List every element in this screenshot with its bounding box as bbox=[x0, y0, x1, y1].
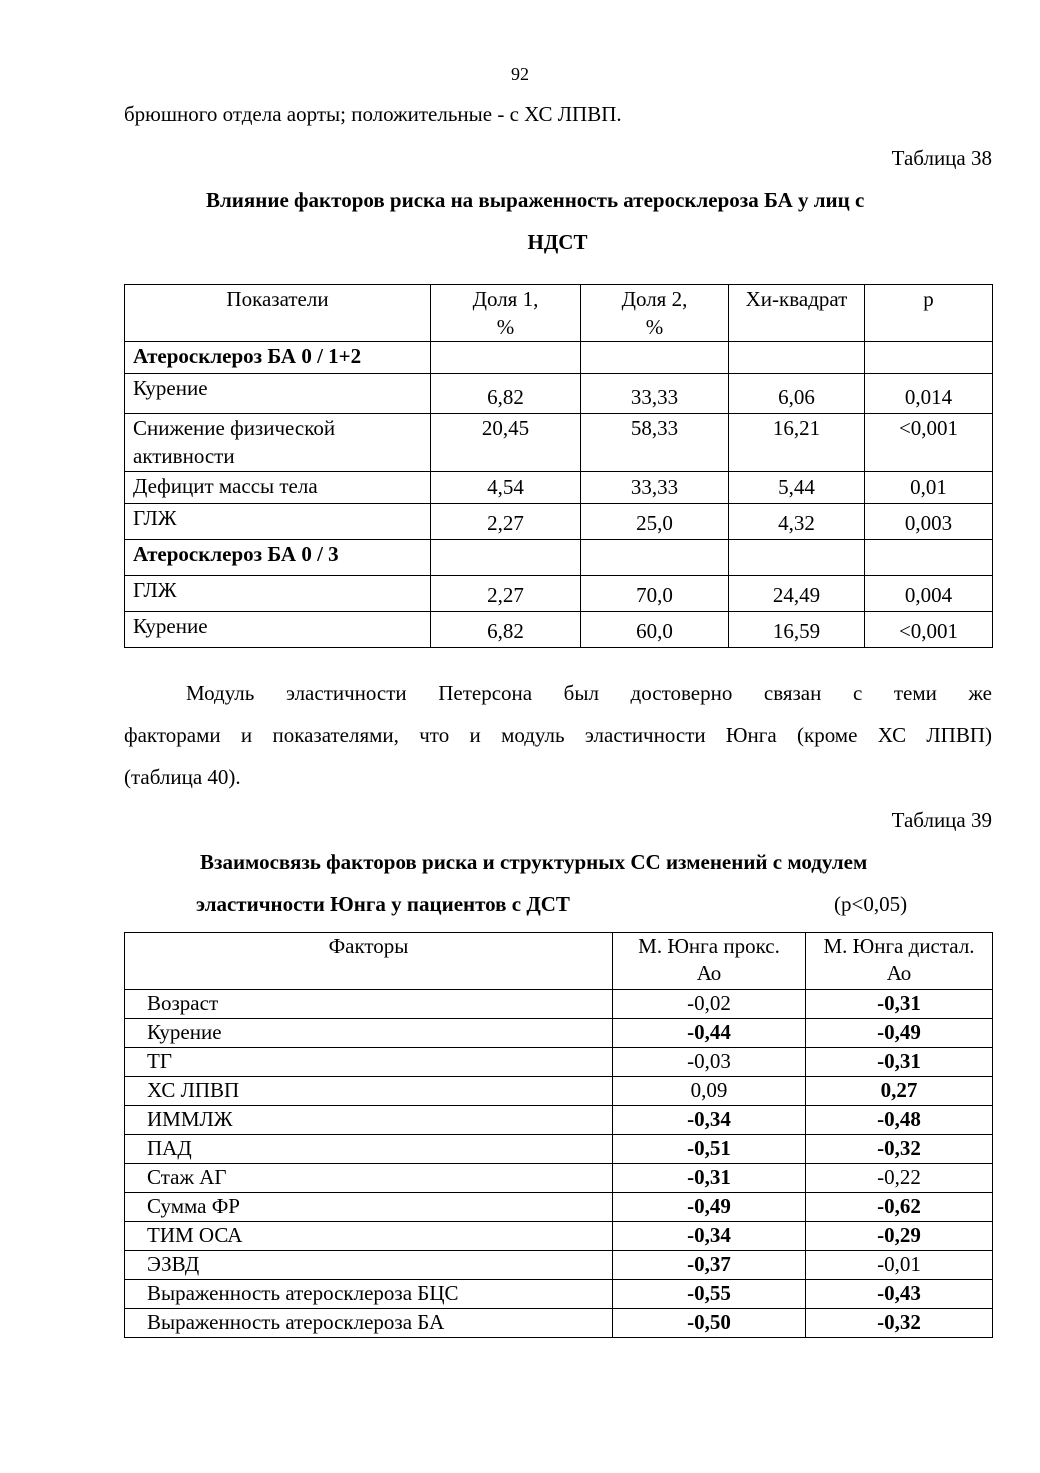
factor-name: Возраст bbox=[125, 990, 613, 1019]
table-row bbox=[125, 472, 993, 504]
table-row bbox=[125, 612, 993, 648]
cell-value: <0,001 bbox=[865, 612, 993, 648]
cell-value: 20,45 bbox=[431, 414, 581, 472]
table-header-cell: Показатели bbox=[125, 285, 431, 342]
cell-value: 60,0 bbox=[581, 612, 729, 648]
table-row bbox=[125, 1222, 993, 1251]
cell-value: <0,001 bbox=[865, 414, 993, 472]
body-text-line: брюшного отдела аорты; положительные - с ХС ЛПВП. bbox=[124, 102, 622, 126]
cell-value: 2,27 bbox=[431, 576, 581, 612]
cell-value: 4,54 bbox=[431, 472, 581, 504]
factor-name: Стаж АГ bbox=[125, 1164, 613, 1193]
table38-label: Таблица 38 bbox=[891, 146, 992, 170]
paragraph-line3: (таблица 40). bbox=[124, 765, 241, 789]
cell-value: 0,01 bbox=[865, 472, 993, 504]
prox-value: -0,34 bbox=[613, 1106, 806, 1135]
dist-value: -0,01 bbox=[806, 1251, 993, 1280]
table-header-row bbox=[125, 933, 993, 990]
table-header-cell: М. Юнга дистал. Ао bbox=[806, 933, 993, 990]
factor-name: Выраженность атеросклероза БЦС bbox=[125, 1280, 613, 1309]
prox-value: -0,44 bbox=[613, 1019, 806, 1048]
table-row bbox=[125, 1164, 993, 1193]
cell-value: 4,32 bbox=[729, 504, 865, 540]
table-section-row bbox=[125, 540, 993, 576]
table39-title-line2: эластичности Юнга у пациентов с ДСТ bbox=[196, 892, 570, 916]
table-row bbox=[125, 1193, 993, 1222]
cell-value: 16,21 bbox=[729, 414, 865, 472]
cell-value: 24,49 bbox=[729, 576, 865, 612]
table-row bbox=[125, 1280, 993, 1309]
factor-name: ИММЛЖ bbox=[125, 1106, 613, 1135]
cell-value: 6,82 bbox=[431, 374, 581, 414]
cell-value: 5,44 bbox=[729, 472, 865, 504]
prox-value: -0,50 bbox=[613, 1309, 806, 1338]
page-number: 92 bbox=[511, 64, 529, 84]
factor-name: Выраженность атеросклероза БА bbox=[125, 1309, 613, 1338]
cell-value: 33,33 bbox=[581, 472, 729, 504]
cell-value: 6,06 bbox=[729, 374, 865, 414]
dist-value: -0,31 bbox=[806, 990, 993, 1019]
table-row bbox=[125, 1048, 993, 1077]
factor-name: Курение bbox=[125, 1019, 613, 1048]
cell-value: 0,004 bbox=[865, 576, 993, 612]
dist-value: -0,22 bbox=[806, 1164, 993, 1193]
cell-value bbox=[431, 540, 581, 576]
table39-label: Таблица 39 bbox=[891, 808, 992, 832]
table-row bbox=[125, 1019, 993, 1048]
table-header-cell: Хи-квадрат bbox=[729, 285, 865, 342]
prox-value: -0,37 bbox=[613, 1251, 806, 1280]
prox-value: -0,31 bbox=[613, 1164, 806, 1193]
table-header-cell: р bbox=[865, 285, 993, 342]
cell-value bbox=[581, 342, 729, 374]
table38-title-line1: Влияние факторов риска на выраженность атеросклероза БА у лиц с bbox=[206, 188, 865, 212]
cell-value bbox=[865, 342, 993, 374]
prox-value: -0,34 bbox=[613, 1222, 806, 1251]
table-row bbox=[125, 414, 993, 472]
prox-value: -0,49 bbox=[613, 1193, 806, 1222]
cell-value bbox=[729, 540, 865, 576]
dist-value: -0,32 bbox=[806, 1135, 993, 1164]
prox-value: 0,09 bbox=[613, 1077, 806, 1106]
cell-value: 25,0 bbox=[581, 504, 729, 540]
table-row bbox=[125, 1251, 993, 1280]
row-label: ГЛЖ bbox=[125, 576, 431, 612]
table-header-cell: Факторы bbox=[125, 933, 613, 990]
paragraph-text1: Модуль эластичности Петерсона был достоверно связан с теми же bbox=[186, 681, 992, 705]
table39 bbox=[124, 932, 993, 1338]
table-row bbox=[125, 576, 993, 612]
table-row bbox=[125, 1309, 993, 1338]
cell-value: 6,82 bbox=[431, 612, 581, 648]
table-row bbox=[125, 374, 993, 414]
row-label: ГЛЖ bbox=[125, 504, 431, 540]
paragraph-line2: факторами и показателями, что и модуль эластичности Юнга (кроме ХС ЛПВП) bbox=[124, 723, 992, 747]
row-label: Курение bbox=[125, 612, 431, 648]
dist-value: 0,27 bbox=[806, 1077, 993, 1106]
row-label: Атеросклероз БА 0 / 1+2 bbox=[125, 342, 431, 374]
table-row bbox=[125, 990, 993, 1019]
cell-value bbox=[431, 342, 581, 374]
table-header-cell: М. Юнга прокс. Ао bbox=[613, 933, 806, 990]
factor-name: ТИМ ОСА bbox=[125, 1222, 613, 1251]
dist-value: -0,29 bbox=[806, 1222, 993, 1251]
table39-title-line1: Взаимосвязь факторов риска и структурных СС изменений с модулем bbox=[200, 850, 868, 874]
cell-value bbox=[581, 540, 729, 576]
cell-value: 33,33 bbox=[581, 374, 729, 414]
cell-value bbox=[865, 540, 993, 576]
dist-value: -0,62 bbox=[806, 1193, 993, 1222]
cell-value: 16,59 bbox=[729, 612, 865, 648]
row-label: Дефицит массы тела bbox=[125, 472, 431, 504]
cell-value bbox=[729, 342, 865, 374]
row-label: Снижение физической активности bbox=[125, 414, 431, 472]
table-header-cell: Доля 1, % bbox=[431, 285, 581, 342]
dist-value: -0,49 bbox=[806, 1019, 993, 1048]
cell-value: 70,0 bbox=[581, 576, 729, 612]
table39-title-note: (р<0,05) bbox=[834, 892, 908, 916]
table-row bbox=[125, 1106, 993, 1135]
row-label: Атеросклероз БА 0 / 3 bbox=[125, 540, 431, 576]
dist-value: -0,48 bbox=[806, 1106, 993, 1135]
dist-value: -0,31 bbox=[806, 1048, 993, 1077]
dist-value: -0,32 bbox=[806, 1309, 993, 1338]
cell-value: 2,27 bbox=[431, 504, 581, 540]
table38-title-line2: НДСТ bbox=[527, 230, 588, 254]
cell-value: 58,33 bbox=[581, 414, 729, 472]
prox-value: -0,51 bbox=[613, 1135, 806, 1164]
prox-value: -0,55 bbox=[613, 1280, 806, 1309]
factor-name: ХС ЛПВП bbox=[125, 1077, 613, 1106]
factor-name: ТГ bbox=[125, 1048, 613, 1077]
table38 bbox=[124, 284, 993, 648]
table-section-row bbox=[125, 342, 993, 374]
table-header-row bbox=[125, 285, 993, 342]
table-header-cell: Доля 2, % bbox=[581, 285, 729, 342]
table-row bbox=[125, 1135, 993, 1164]
prox-value: -0,02 bbox=[613, 990, 806, 1019]
cell-value: 0,014 bbox=[865, 374, 993, 414]
table-row bbox=[125, 504, 993, 540]
factor-name: ЭЗВД bbox=[125, 1251, 613, 1280]
prox-value: -0,03 bbox=[613, 1048, 806, 1077]
table-row bbox=[125, 1077, 993, 1106]
dist-value: -0,43 bbox=[806, 1280, 993, 1309]
paragraph-line1 bbox=[124, 672, 992, 714]
row-label: Курение bbox=[125, 374, 431, 414]
factor-name: Сумма ФР bbox=[125, 1193, 613, 1222]
cell-value: 0,003 bbox=[865, 504, 993, 540]
factor-name: ПАД bbox=[125, 1135, 613, 1164]
